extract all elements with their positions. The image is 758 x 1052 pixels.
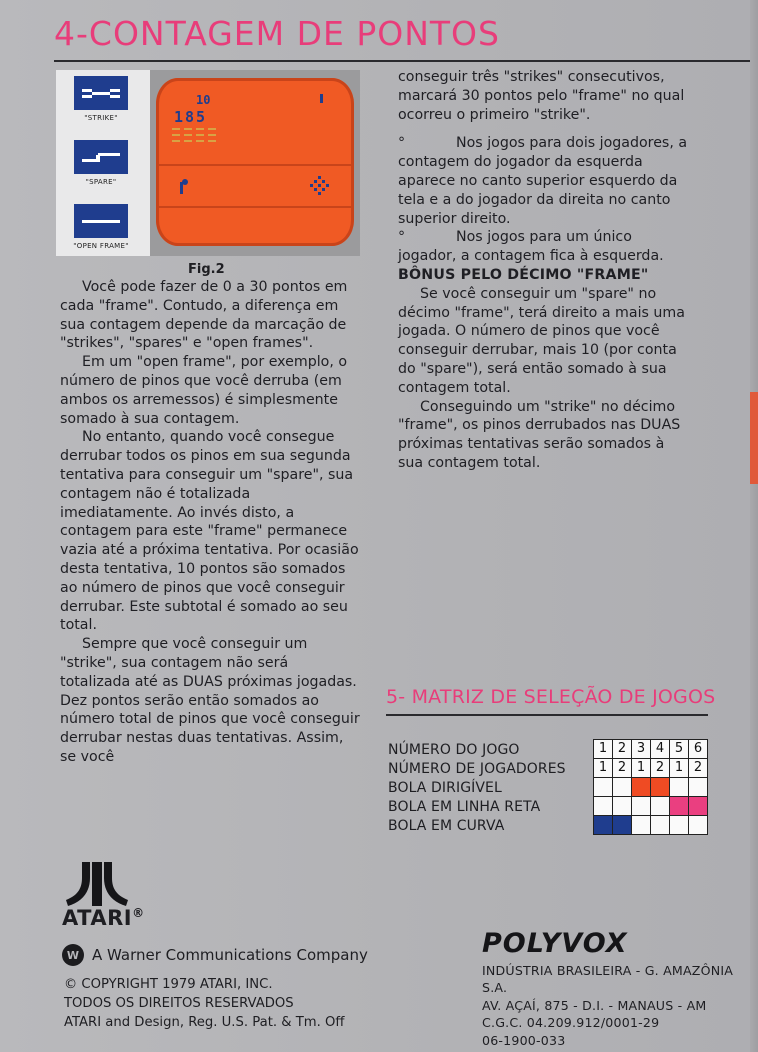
warner-logo-icon: W (62, 944, 84, 966)
player-count-cell: 1 (632, 759, 651, 778)
warner-line (62, 944, 368, 966)
legend-spare-label: "SPARE" (85, 178, 117, 186)
row-label: NÚMERO DE JOGADORES (388, 761, 566, 777)
paragraph: No entanto, quando você consegue derrubar todos os pinos em sua segunda tentativa para conseguir um "spare", sua contagem não é totalizada imediatamente. Ao invés disto, a contagem para este "frame" permanece vazia até a próxima tentativa. Por ocasião desta tentativa, 10 pontos são somados ao número de pinos que você conseguir derrubar. Este subtotal é somado ao seu total. (60, 429, 359, 634)
bola-dirigivel-cell (689, 778, 708, 797)
game-number-cell: 2 (613, 740, 632, 759)
bullet-text: Nos jogos para um único jogador, a contagem fica à esquerda. (398, 229, 664, 265)
open-frame-symbol-icon (74, 204, 128, 238)
polyvox-line: 06-1900-033 (482, 1032, 566, 1048)
strike-symbol-icon (74, 76, 128, 110)
figure-2 (56, 70, 360, 256)
atari-wordmark (62, 906, 145, 930)
bola-linha-reta-cell (613, 797, 632, 816)
game-number-cell: 1 (594, 740, 613, 759)
copyright-block (64, 975, 344, 1032)
paragraph: Sempre que você conseguir um "strike", sua contagem não será totalizada até as DUAS próximas jogadas. Dez pontos serão então somados ao número total de pinos que você conseguir derrubar nestas duas tentativas. Assim, se você (60, 636, 360, 765)
game-number-cell: 5 (670, 740, 689, 759)
left-text-column (60, 278, 360, 767)
section-5-divider (386, 714, 708, 716)
paragraph: conseguir três "strikes" consecutivos, marcará 30 pontos pelo "frame" no qual ocorreu o primeiro "strike". (398, 69, 685, 123)
matrix-row-labels (388, 741, 566, 836)
paragraph: Conseguindo um "strike" no décimo "frame", os pinos derrubados nas DUAS próximas tentativas serão somados à sua contagem total. (398, 398, 681, 471)
figure-caption: Fig.2 (188, 262, 225, 277)
bola-curva-cell (613, 816, 632, 835)
section-4-title: 4-CONTAGEM DE PONTOS (54, 14, 500, 53)
section-5-title: 5- MATRIZ DE SELEÇÃO DE JOGOS (386, 686, 716, 708)
player-count-cell: 2 (651, 759, 670, 778)
page-edge (750, 0, 758, 1052)
right-text-column (398, 68, 688, 473)
row-label: NÚMERO DO JOGO (388, 742, 520, 758)
screen-score: 185 (174, 108, 208, 126)
game-screen (156, 78, 354, 246)
spare-symbol-icon (74, 140, 128, 174)
registered-mark: ® (132, 906, 145, 920)
game-number-cell: 6 (689, 740, 708, 759)
screen-frame-number: 10 (196, 93, 211, 107)
bola-dirigivel-cell (632, 778, 651, 797)
edge-color-mark (750, 392, 758, 484)
polyvox-line: INDÚSTRIA BRASILEIRA - G. AMAZÔNIA S.A. (482, 963, 734, 996)
bola-linha-reta-cell (594, 797, 613, 816)
warner-text: A Warner Communications Company (92, 946, 368, 964)
player-count-cell: 2 (613, 759, 632, 778)
bola-curva-cell (594, 816, 613, 835)
copyright-line: TODOS OS DIREITOS RESERVADOS (64, 996, 294, 1011)
game-number-cell: 4 (651, 740, 670, 759)
polyvox-line: C.G.C. 04.209.912/0001-29 (482, 1015, 660, 1031)
bonus-heading: BÔNUS PELO DÉCIMO "FRAME" (398, 266, 649, 283)
bullet-mark: ° (398, 135, 406, 152)
atari-word: ATARI (62, 906, 133, 930)
bola-dirigivel-cell (594, 778, 613, 797)
game-screen-art (156, 78, 354, 246)
bola-linha-reta-cell (670, 797, 689, 816)
bola-dirigivel-cell (613, 778, 632, 797)
bola-dirigivel-cell (670, 778, 689, 797)
bullet-text: Nos jogos para dois jogadores, a contagem do jogador da esquerda aparece no canto superior esquerdo da tela e a do jogador da direita no canto superior direito. (398, 135, 688, 227)
player-count-cell: 1 (670, 759, 689, 778)
game-number-cell: 3 (632, 740, 651, 759)
row-label: BOLA EM LINHA RETA (388, 799, 541, 815)
tv-set (150, 70, 360, 256)
legend-open-frame (56, 204, 146, 250)
bola-curva-cell (632, 816, 651, 835)
copyright-line: © COPYRIGHT 1979 ATARI, INC. (64, 977, 273, 992)
symbol-legend (56, 70, 146, 256)
row-label: BOLA DIRIGÍVEL (388, 780, 502, 796)
bola-linha-reta-cell (632, 797, 651, 816)
legend-strike-label: "STRIKE" (84, 114, 118, 122)
legend-strike (56, 76, 146, 122)
bola-dirigivel-cell (651, 778, 670, 797)
legend-open-frame-label: "OPEN FRAME" (73, 242, 129, 250)
paragraph: Você pode fazer de 0 a 30 pontos em cada "frame". Contudo, a diferença em sua contagem depende da marcação de "strikes", "spares" e "open frames". (60, 279, 348, 352)
bullet-one-player (398, 228, 688, 266)
player-count-cell: 1 (594, 759, 613, 778)
legend-spare (56, 140, 146, 186)
bullet-two-players (398, 134, 688, 228)
bullet-mark: ° (398, 229, 406, 246)
player-count-cell: 2 (689, 759, 708, 778)
title-divider (54, 60, 750, 62)
polyvox-line: AV. AÇAÍ, 875 - D.I. - MANAUS - AM (482, 997, 707, 1013)
bola-curva-cell (670, 816, 689, 835)
bola-curva-cell (689, 816, 708, 835)
bola-curva-cell (651, 816, 670, 835)
bola-linha-reta-cell (651, 797, 670, 816)
paragraph: Se você conseguir um "spare" no décimo "frame", terá direito a mais uma jogada. O número de pinos que você conseguir derrubar, mais 10 (por conta do "spare"), será então somado à sua contagem total. (398, 285, 685, 396)
game-selection-matrix (593, 739, 708, 835)
copyright-line: ATARI and Design, Reg. U.S. Pat. & Tm. Off (64, 1015, 345, 1030)
row-label: BOLA EM CURVA (388, 818, 505, 834)
paragraph: Em um "open frame", por exemplo, o número de pinos que você derruba (em ambos os arremessos) é simplesmente somado à sua contagem. (60, 354, 348, 427)
bola-linha-reta-cell (689, 797, 708, 816)
polyvox-logo: POLYVOX (482, 928, 628, 959)
polyvox-info-block (482, 962, 758, 1049)
